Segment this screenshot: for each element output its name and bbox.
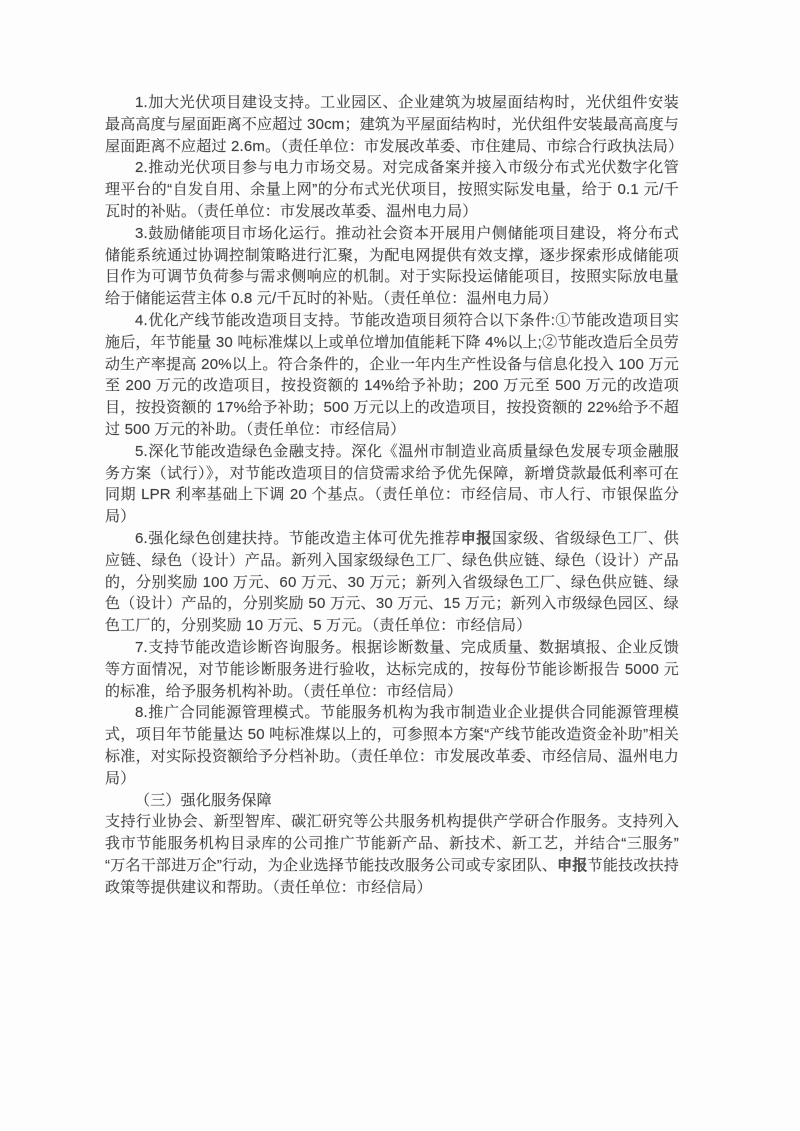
paragraph	[105, 92, 684, 157]
text-run: 节能技改扶持政策等提供建议和帮助。（责任单位：市经信局）	[105, 856, 679, 896]
text-run: 6.强化绿色创建扶持。节能改造主体可优先推荐	[135, 529, 461, 547]
text-run: 5.深化节能改造绿色金融支持。深化《温州市制造业高质量绿色发展专项金融服务方案（试行）》，对节能改造项目的信贷需求给予优先保障，新增贷款最低利率可在同期 LPR 利率基础上下调 20 个基点。（责任单位：市经信局、市人行、市银保监分局）	[105, 442, 679, 526]
paragraph	[105, 811, 679, 898]
text-run: 支持行业协会、新型智库、碳汇研究等公共服务机构提供产学研合作服务。支持列入我市节能服务机构目录库的公司推广节能新产品、新技术、新工艺，并结合“三服务”“万名干部进万企”行动，为企业选择节能技改服务公司或专家团队、	[105, 813, 679, 874]
section-heading	[105, 790, 679, 812]
paragraph	[105, 157, 679, 222]
bold-text-run: 申报	[557, 856, 588, 874]
text-run: 1.加大光伏项目建设支持。工业园区、企业建筑为坡屋面结构时，光伏组件安装最高高度与屋面距离不应超过 30cm；建筑为平屋面结构时，光伏组件安装最高高度与屋面距离不应超过 2.6m。（责任单位：市发展改革委、市住建局、市综合行政执法局）	[105, 94, 684, 155]
paragraph	[105, 528, 679, 637]
text-run: （三）强化服务保障	[135, 791, 272, 809]
text-run: 4.优化产线节能改造项目支持。节能改造项目须符合以下条件:①节能改造项目实施后，年节能量 30 吨标准煤以上或单位增加值能耗下降 4%以上;②节能改造后全员劳动生产率提高 20%以上。符合条件的，企业一年内生产性设备与信息化投入 100 万元至 200 万元的改造项目，按投资额的 14%给予补助；200 万元至 500 万元的改造项目，按投资额的 17%给予补助；500 万元以上的改造项目，按投资额的 22%给予不超过 500 万元的补助。（责任单位：市经信局）	[105, 311, 679, 438]
document-body	[105, 92, 684, 898]
bold-text-run: 申报	[460, 529, 492, 547]
paragraph	[105, 223, 679, 310]
text-run: 国家级、省级绿色工厂、供应链、绿色（设计）产品。新列入国家级绿色工厂、绿色供应链、绿色（设计）产品的，分别奖励 100 万元、60 万元、30 万元；新列入省级绿色工厂、绿色供应链、绿色（设计）产品的，分别奖励 50 万元、30 万元、15 万元；新列入市级绿色园区、绿色工厂的，分别奖励 10 万元、5 万元。（责任单位：市经信局）	[105, 529, 680, 635]
text-run: 8.推广合同能源管理模式。节能服务机构为我市制造业企业提供合同能源管理模式，项目年节能量达 50 吨标准煤以上的，可参照本方案“产线节能改造资金补助”相关标准，对实际投资额给予分档补助。（责任单位：市发展改革委、市经信局、温州电力局）	[105, 704, 679, 787]
paragraph	[105, 637, 679, 702]
text-run: 7.支持节能改造诊断咨询服务。根据诊断数量、完成质量、数据填报、企业反馈等方面情况，对节能诊断服务进行验收，达标完成的，按每份节能诊断报告 5000 元的标准，给予服务机构补助。（责任单位：市经信局）	[105, 638, 679, 700]
paragraph	[105, 702, 679, 789]
paragraph	[105, 441, 679, 528]
text-run: 2.推动光伏项目参与电力市场交易。对完成备案并接入市级分布式光伏数字化管理平台的“自发自用、余量上网”的分布式光伏项目，按照实际发电量，给于 0.1 元/千瓦时的补贴。（责任单位：市发展改革委、温州电力局）	[105, 159, 679, 220]
text-run: 3.鼓励储能项目市场化运行。推动社会资本开展用户侧储能项目建设，将分布式储能系统通过协调控制策略进行汇聚，为配电网提供有效支撑，逐步探索形成储能项目作为可调节负荷参与需求侧响应的机制。对于实际投运储能项目，按照实际放电量给于储能运营主体 0.8 元/千瓦时的补贴。（责任单位：温州电力局）	[105, 224, 679, 308]
paragraph	[105, 310, 679, 441]
